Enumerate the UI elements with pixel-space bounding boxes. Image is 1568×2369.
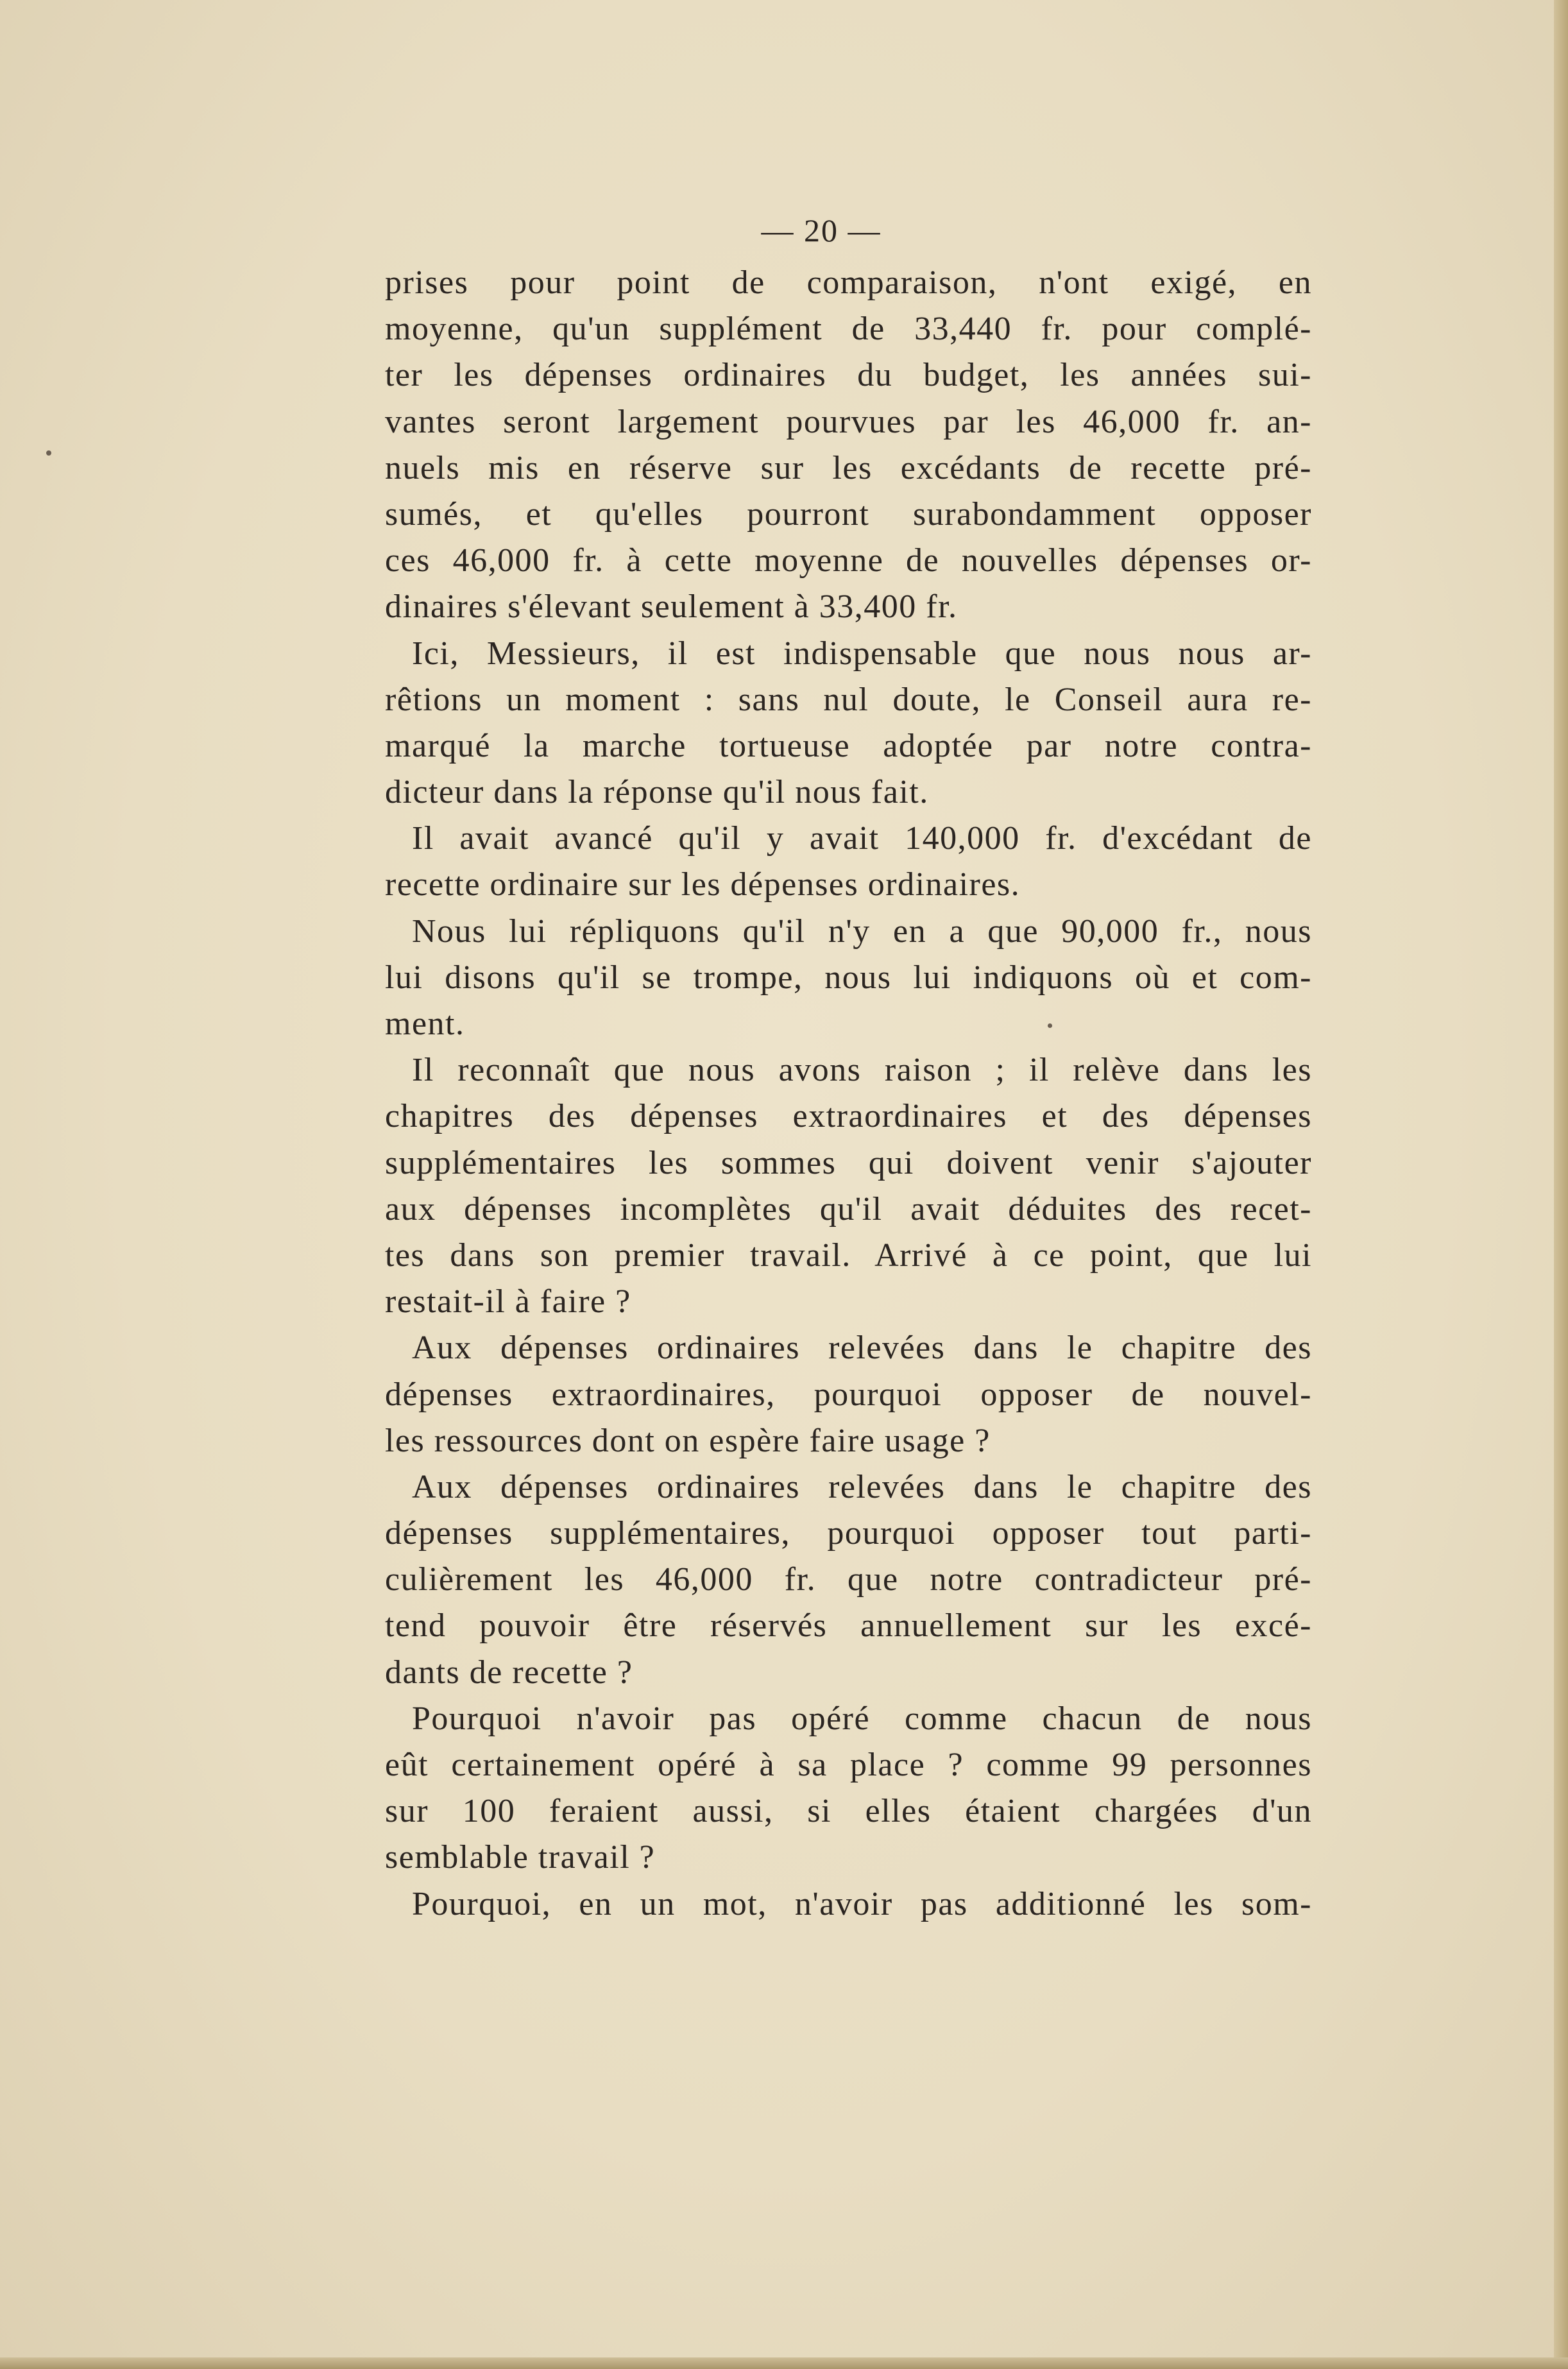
text-line: prises pour point de comparaison, n'ont exigé, en: [385, 264, 1312, 301]
text-line: Pourquoi n'avoir pas opéré comme chacun de nous: [412, 1700, 1312, 1737]
text-line: lui disons qu'il se trompe, nous lui indiquons où et com-: [385, 959, 1312, 996]
paper-speck: [46, 450, 51, 456]
text-line: eût certainement opéré à sa place ? comme 99 personnes: [385, 1747, 1312, 1783]
text-line: vantes seront largement pourvues par les 46,000 fr. an-: [385, 403, 1312, 440]
text-line: dants de recette ?: [385, 1654, 633, 1691]
text-line: ces 46,000 fr. à cette moyenne de nouvelles dépenses or-: [385, 542, 1312, 579]
text-line: recette ordinaire sur les dépenses ordinaires.: [385, 866, 1021, 903]
text-line: dicteur dans la réponse qu'il nous fait.: [385, 774, 929, 811]
text-line: tes dans son premier travail. Arrivé à ce point, que lui: [385, 1236, 1312, 1274]
text-line: restait-il à faire ?: [385, 1283, 631, 1321]
page-right-edge: [1554, 0, 1568, 2369]
text-line: ment.: [385, 1005, 465, 1042]
text-line: sur 100 feraient aussi, si elles étaient chargées d'un: [385, 1793, 1312, 1830]
text-line: Pourquoi, en un mot, n'avoir pas additionné les som-: [412, 1885, 1312, 1922]
text-line: nuels mis en réserve sur les excédants de recette pré-: [385, 449, 1312, 486]
page-bottom-edge: [0, 2357, 1568, 2369]
text-line: culièrement les 46,000 fr. que notre contradicteur pré-: [385, 1561, 1312, 1598]
text-line: dépenses supplémentaires, pourquoi opposer tout parti-: [385, 1515, 1312, 1552]
text-line: Nous lui répliquons qu'il n'y en a que 90,000 fr., nous: [412, 912, 1312, 950]
text-line: chapitres des dépenses extraordinaires et des dépenses: [385, 1098, 1312, 1135]
text-line: Aux dépenses ordinaires relevées dans le chapitre des: [412, 1468, 1312, 1505]
text-line: moyenne, qu'un supplément de 33,440 fr. pour complé-: [385, 311, 1312, 348]
text-line: rêtions un moment : sans nul doute, le Conseil aura re-: [385, 681, 1312, 718]
text-line: aux dépenses incomplètes qu'il avait déduites des recet-: [385, 1190, 1312, 1227]
text-line: dépenses extraordinaires, pourquoi opposer de nouvel-: [385, 1376, 1312, 1413]
text-line: supplémentaires les sommes qui doivent venir s'ajouter: [385, 1144, 1312, 1181]
text-line: dinaires s'élevant seulement à 33,400 fr.: [385, 588, 958, 626]
page-number: — 20 —: [761, 212, 882, 248]
text-line: sumés, et qu'elles pourront surabondamment opposer: [385, 495, 1312, 533]
text-line: Il avait avancé qu'il y avait 140,000 fr. d'excédant de: [412, 820, 1312, 857]
text-line: marqué la marche tortueuse adoptée par notre contra-: [385, 727, 1312, 764]
text-line: semblable travail ?: [385, 1839, 656, 1876]
text-line: les ressources dont on espère faire usage ?: [385, 1422, 991, 1459]
text-line: Aux dépenses ordinaires relevées dans le chapitre des: [412, 1330, 1312, 1367]
text-line: Ici, Messieurs, il est indispensable que nous nous ar-: [412, 635, 1312, 672]
body-text: [385, 260, 1312, 1928]
text-line: ter les dépenses ordinaires du budget, les années sui-: [385, 357, 1312, 394]
text-line: Il reconnaît que nous avons raison ; il relève dans les: [412, 1052, 1312, 1089]
text-line: tend pouvoir être réservés annuellement sur les excé-: [385, 1607, 1312, 1645]
